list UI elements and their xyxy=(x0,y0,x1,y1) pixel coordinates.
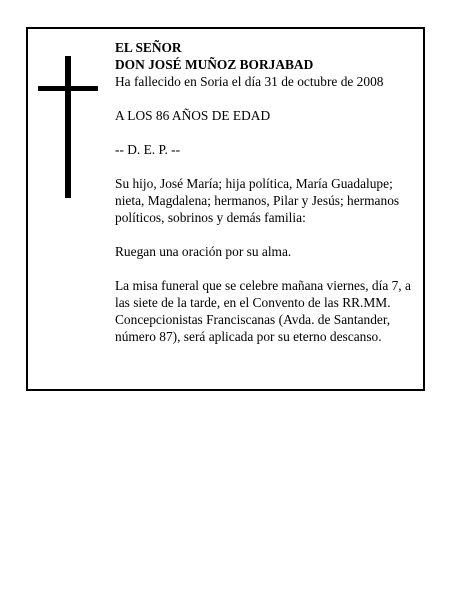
mass-line: Concepcionistas Franciscanas (Avda. de Santander, xyxy=(115,312,391,327)
dep-line: -- D. E. P. -- xyxy=(115,142,181,157)
cross-icon xyxy=(65,56,71,198)
family-line: nieta, Magdalena; hermanos, Pilar y Jesús; hermanos xyxy=(115,193,400,208)
family-paragraph xyxy=(115,175,421,226)
age-line: A LOS 86 AÑOS DE EDAD xyxy=(115,108,271,123)
mass-paragraph xyxy=(115,277,421,345)
death-info: Ha fallecido en Soria el día 31 de octubre de 2008 xyxy=(115,74,384,89)
cross-icon-bar xyxy=(38,86,98,91)
deceased-name: DON JOSÉ MUÑOZ BORJABAD xyxy=(115,57,314,72)
obituary-card xyxy=(26,27,425,391)
title-line-1: EL SEÑOR xyxy=(115,40,182,55)
family-line: Su hijo, José María; hija política, María Guadalupe; xyxy=(115,176,393,191)
mass-line: La misa funeral que se celebre mañana viernes, día 7, a xyxy=(115,278,411,293)
mass-line: número 87), será aplicada por su eterno descanso. xyxy=(115,329,382,344)
family-line: políticos, sobrinos y demás familia: xyxy=(115,210,306,225)
obituary-text xyxy=(115,39,421,345)
mass-line: las siete de la tarde, en el Convento de las RR.MM. xyxy=(115,295,391,310)
prayer-line: Ruegan una oración por su alma. xyxy=(115,244,292,259)
